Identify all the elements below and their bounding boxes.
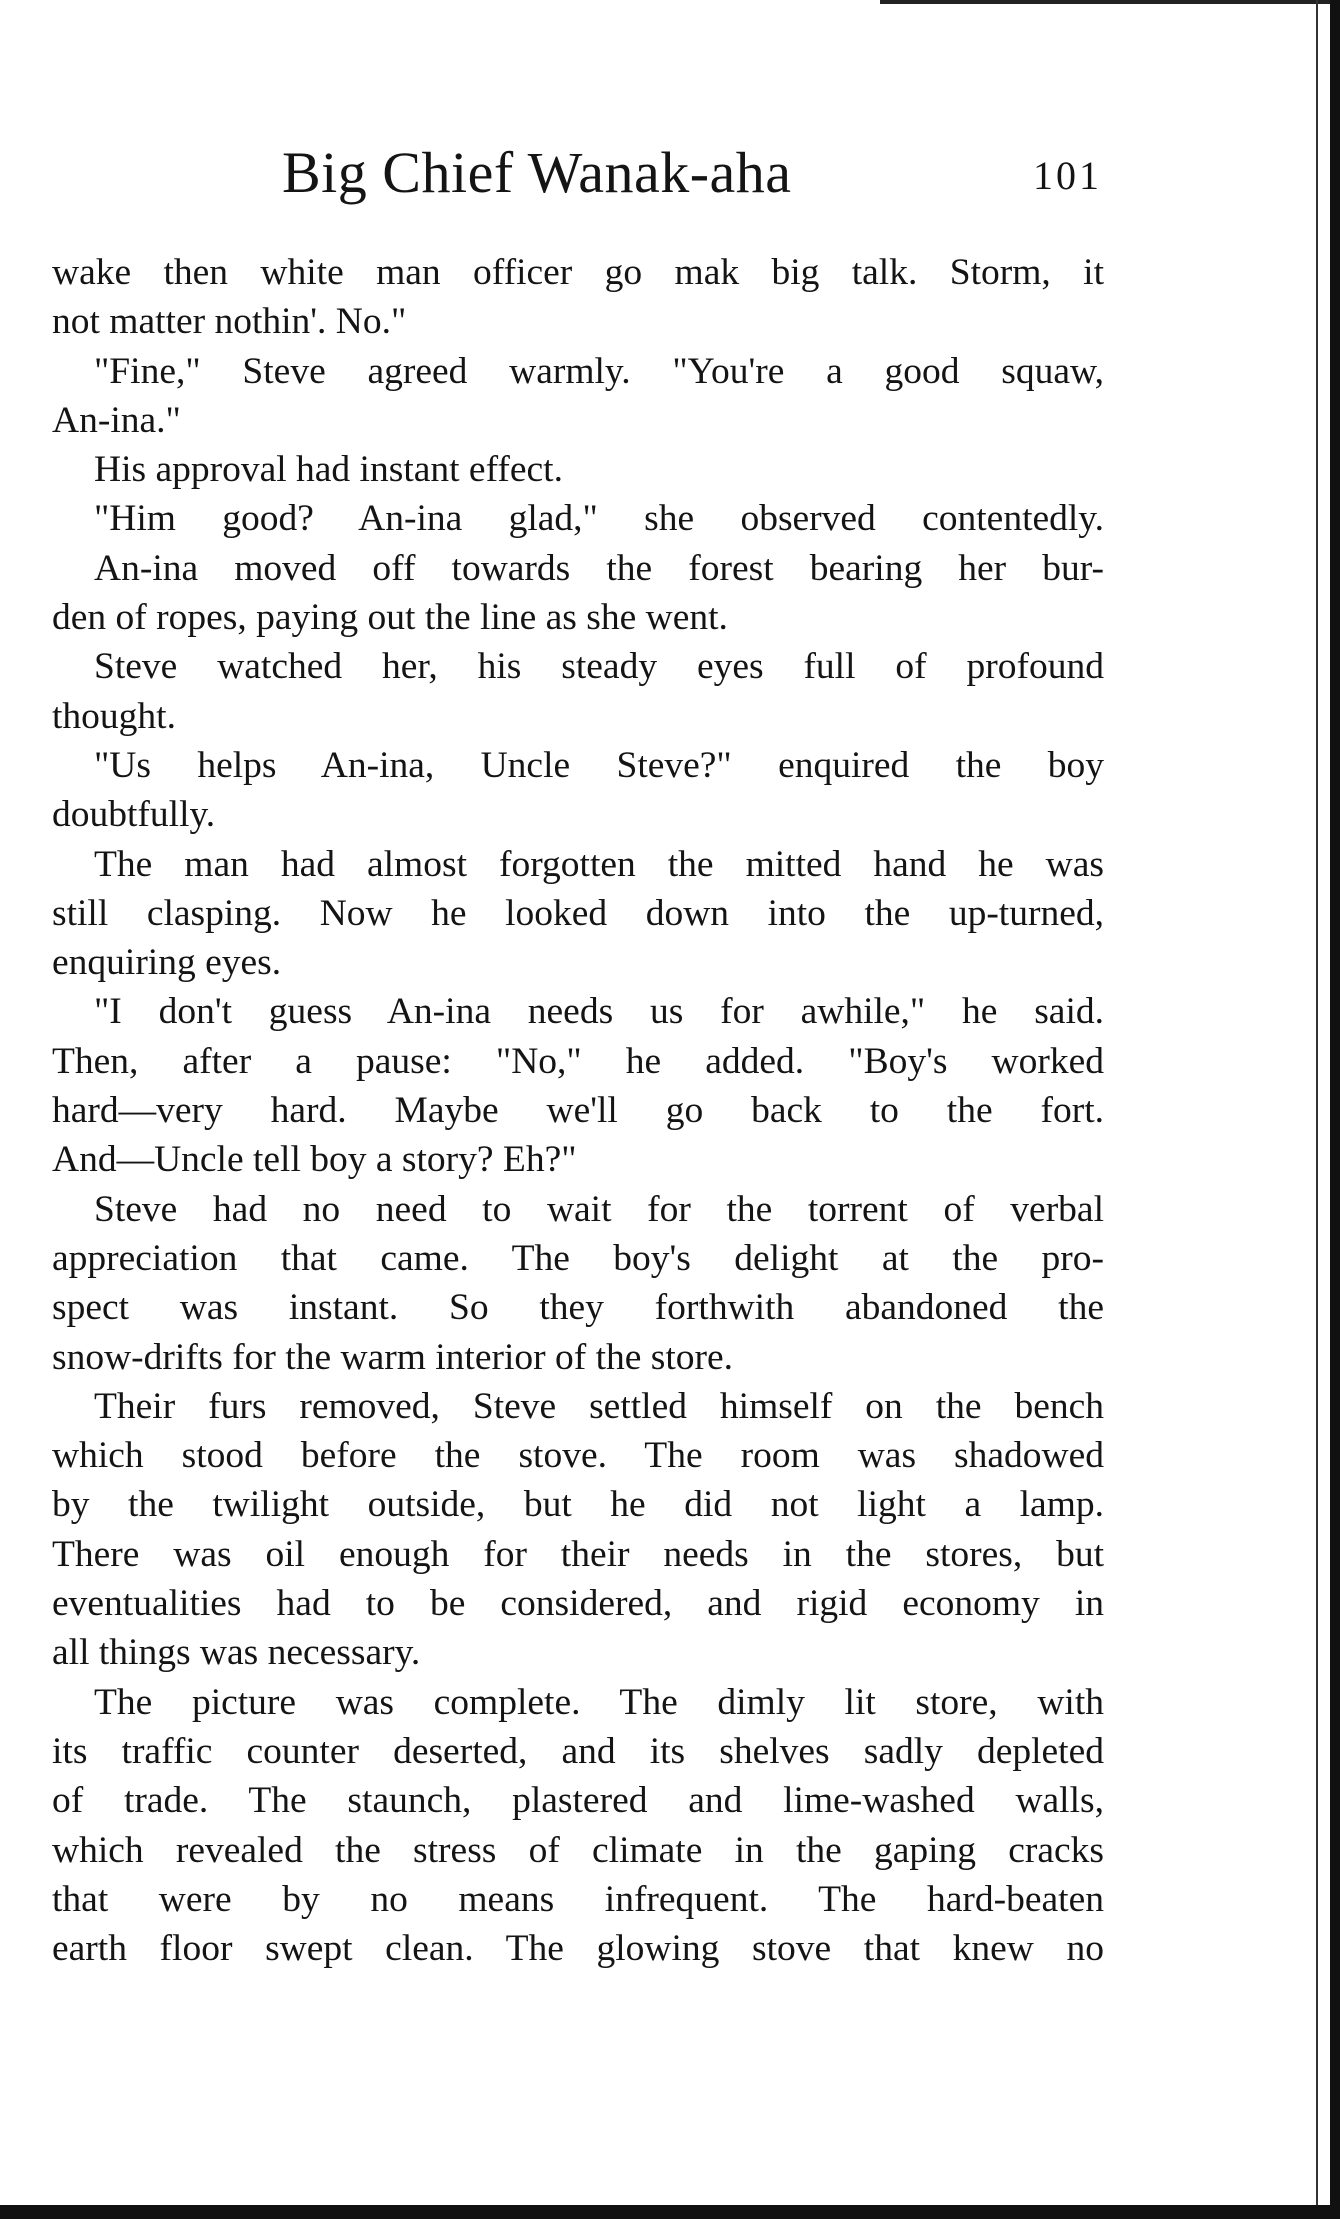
scan-edge-bottom — [0, 2205, 1340, 2219]
running-title: Big Chief Wanak-aha — [282, 140, 792, 205]
text-line: "Him good? An-ina glad," she observed contentedly. — [94, 498, 1104, 540]
text-line: The picture was complete. The dimly lit store, with — [94, 1681, 1104, 1723]
text-line: by the twilight outside, but he did not light a lamp. — [52, 1484, 1104, 1526]
text-line: An-ina." — [52, 399, 181, 441]
text-line: "Us helps An-ina, Uncle Steve?" enquired the boy — [94, 744, 1104, 786]
body-text — [52, 248, 1104, 1973]
text-line: appreciation that came. The boy's delight at the pro- — [52, 1237, 1104, 1279]
scan-edge-right-thin — [1316, 0, 1318, 2219]
text-line: earth floor swept clean. The glowing stove that knew no — [52, 1928, 1104, 1970]
text-line: Then, after a pause: "No," he added. "Boy's worked — [52, 1040, 1104, 1082]
text-line: "Fine," Steve agreed warmly. "You're a good squaw, — [94, 350, 1104, 392]
text-line: enquiring eyes. — [52, 942, 282, 984]
page-header — [52, 138, 1102, 208]
text-line: still clasping. Now he looked down into the up-turned, — [52, 892, 1104, 934]
text-line: snow-drifts for the warm interior of the store. — [52, 1336, 734, 1378]
text-line: its traffic counter deserted, and its shelves sadly depleted — [52, 1730, 1104, 1772]
text-line: not matter nothin'. No." — [52, 301, 407, 343]
text-line: And—Uncle tell boy a story? Eh?" — [52, 1139, 577, 1181]
text-line: An-ina moved off towards the forest bearing her bur- — [94, 547, 1104, 589]
text-line: thought. — [52, 695, 176, 737]
scan-edge-right — [1330, 0, 1340, 2219]
text-line: which stood before the stove. The room was shadowed — [52, 1435, 1104, 1477]
page-number: 101 — [1033, 153, 1102, 198]
text-line: There was oil enough for their needs in the stores, but — [52, 1533, 1104, 1575]
text-line: eventualities had to be considered, and rigid economy in — [52, 1583, 1104, 1625]
text-line: "I don't guess An-ina needs us for awhile," he said. — [94, 991, 1104, 1033]
text-line: His approval had instant effect. — [94, 449, 563, 491]
text-line: which revealed the stress of climate in the gaping cracks — [52, 1829, 1104, 1871]
text-line: of trade. The staunch, plastered and lime-washed walls, — [52, 1780, 1104, 1822]
text-line: all things was necessary. — [52, 1632, 421, 1674]
scan-edge-top — [880, 0, 1340, 4]
text-line: doubtfully. — [52, 794, 216, 836]
text-line: Steve watched her, his steady eyes full of profound — [94, 646, 1104, 688]
text-line: spect was instant. So they forthwith abandoned the — [52, 1287, 1104, 1329]
text-line: Steve had no need to wait for the torrent of verbal — [94, 1188, 1104, 1230]
text-line: that were by no means infrequent. The hard-beaten — [52, 1878, 1104, 1920]
text-line: den of ropes, paying out the line as she went. — [52, 597, 728, 639]
text-line: wake then white man officer go mak big talk. Storm, it — [52, 252, 1104, 293]
text-line: hard—very hard. Maybe we'll go back to the fort. — [52, 1090, 1104, 1132]
text-line: Their furs removed, Steve settled himself on the bench — [94, 1385, 1104, 1427]
text-line: The man had almost forgotten the mitted hand he was — [94, 843, 1104, 885]
